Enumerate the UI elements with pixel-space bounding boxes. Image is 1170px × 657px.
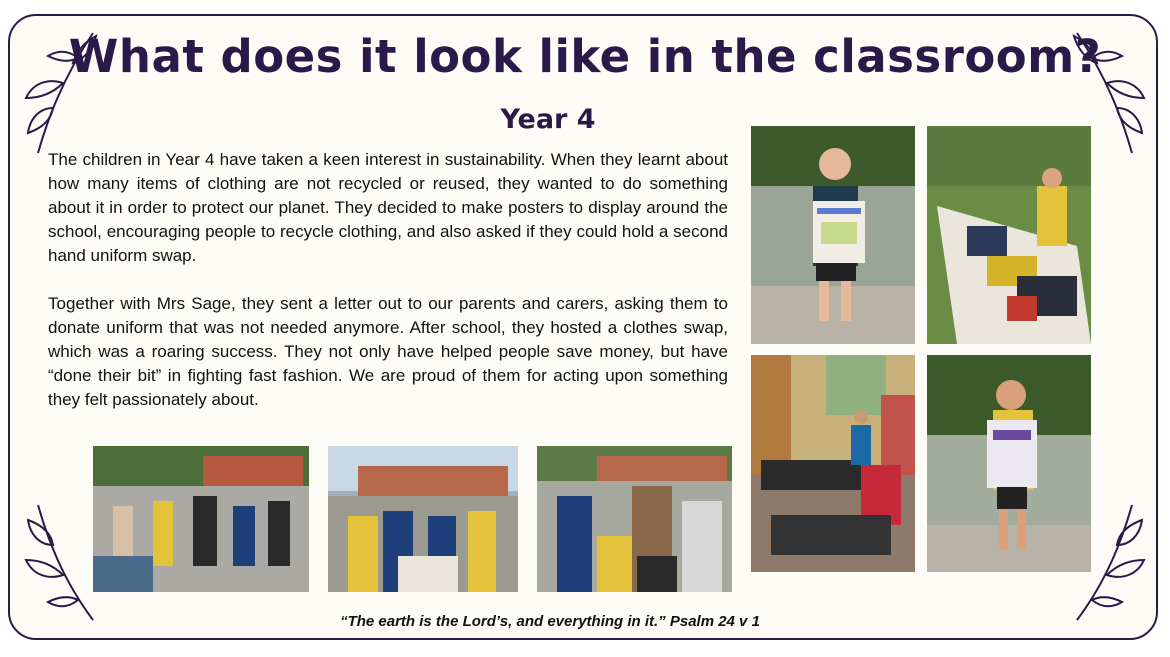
photo-girl-with-poster xyxy=(927,355,1091,572)
photo-boy-with-poster xyxy=(751,126,915,344)
page-subtitle: Year 4 xyxy=(500,104,596,135)
photo-clothes-swap xyxy=(537,446,732,592)
paragraph: Together with Mrs Sage, they sent a letter out to our parents and carers, asking them to donate uniform that was not needed anymore. After school, they hosted a clothes swap, which was a roaring success. They not only have helped people save money, but have “done their bit” in fighting fast fashion. We are proud of them for acting upon something they felt passionately about. xyxy=(48,294,728,409)
bible-quote: “The earth is the Lord’s, and everything in it.” Psalm 24 v 1 xyxy=(340,613,760,630)
page-title: What does it look like in the classroom? xyxy=(68,30,1102,83)
photo-playground-crowd xyxy=(93,446,309,592)
paragraph: The children in Year 4 have taken a keen interest in sustainability. When they learnt about how many items of clothing are not recycled or reused, they wanted to do something about it in order to protect our planet. They decided to make posters to display around the school, encouraging people to recycle clothing, and also asked if they could hold a second hand uniform swap. xyxy=(48,150,728,265)
photo-uniform-tables xyxy=(927,126,1091,344)
photo-classroom xyxy=(751,355,915,572)
leaf-branch-icon xyxy=(18,500,98,625)
photo-children-at-stall xyxy=(328,446,518,592)
article-body xyxy=(48,148,728,436)
